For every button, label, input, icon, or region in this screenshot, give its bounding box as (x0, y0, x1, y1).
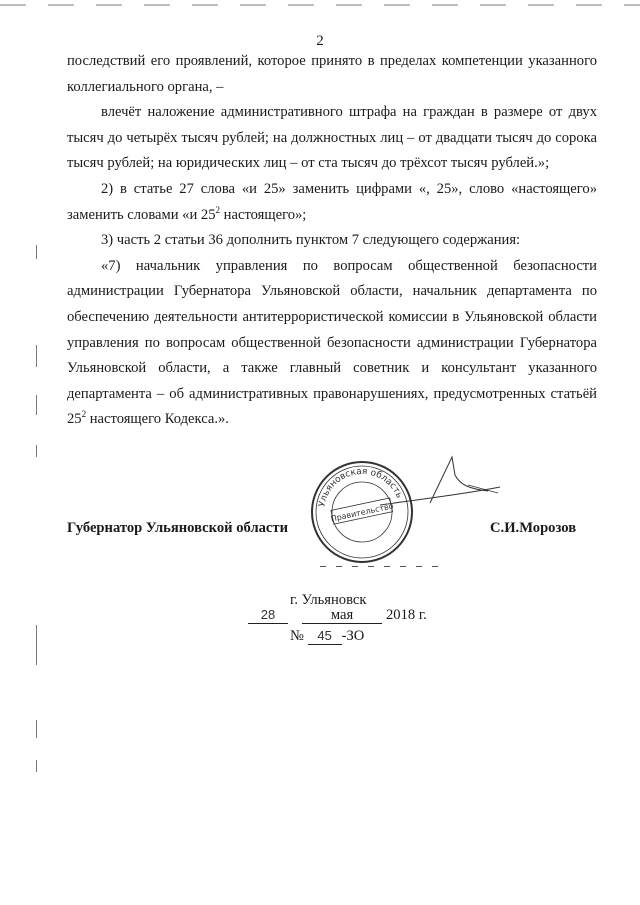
number-suffix: -ЗО (341, 628, 365, 644)
signatory-name: С.И.Морозов (490, 520, 577, 536)
paragraph (67, 254, 597, 433)
seal-ring-text: Ульяновская область (317, 466, 405, 508)
paragraph (67, 177, 597, 228)
date-day: 28 (248, 607, 288, 624)
seal-center-text: Правительство (329, 501, 395, 524)
scan-margin-mark (36, 720, 37, 738)
page-number: 2 (316, 33, 324, 49)
scan-top-edge (0, 4, 640, 6)
paragraph-text: «7) начальник управления по вопросам общественной безопасности администрации Губернатора Ульяновской области, начальник департамента по обеспечению деятельности антитеррористической комиссии в Ульяновской области управления по вопросам общественной безопасности администрации Губернатора Ульяновской области, а также главный советник и консультант указанного департамента – об административных правонарушениях, предусмотренных статьёй 25 (67, 257, 597, 428)
paragraph: 3) часть 2 статьи 36 дополнить пунктом 7 следующего содержания: (101, 232, 521, 249)
paragraph-text: 2) в статье 27 слова «и 25» заменить цифрами «, 25», слово «настоящего» заменить словами «и 25 (67, 180, 597, 223)
official-seal (308, 458, 416, 566)
paragraph-text: настоящего Кодекса.». (86, 411, 229, 428)
scan-margin-mark (36, 625, 37, 665)
paragraph-text: настоящего»; (220, 206, 307, 223)
scan-margin-mark (36, 395, 37, 415)
superscript: 2 (215, 204, 221, 215)
signing-date (248, 607, 427, 624)
scan-margin-mark (36, 760, 37, 772)
scan-margin-mark (36, 245, 37, 259)
scan-margin-mark (36, 345, 37, 367)
number-value: 45 (308, 628, 342, 645)
scan-artifact (320, 566, 440, 567)
paragraph: влечёт наложение административного штрафа на граждан в размере от двух тысяч до четырёх тысяч рублей; на должностных лиц – от двадцати тысяч до сорока тысяч рублей; на юридических лиц – от ста тысяч до трёхсот тысяч рублей.»; (67, 104, 597, 172)
scan-margin-mark (36, 445, 37, 457)
signatory-title: Губернатор Ульяновской области (67, 520, 288, 536)
number-prefix: № (290, 628, 304, 644)
date-month: мая (302, 607, 382, 624)
paragraph: последствий его проявлений, которое принято в пределах компетенции указанного коллегиального органа, – (67, 53, 597, 95)
superscript: 2 (81, 409, 87, 420)
body-text (67, 49, 597, 433)
law-number (290, 628, 364, 645)
date-year: 2018 г. (386, 607, 427, 623)
place-of-signing: г. Ульяновск (290, 592, 367, 608)
